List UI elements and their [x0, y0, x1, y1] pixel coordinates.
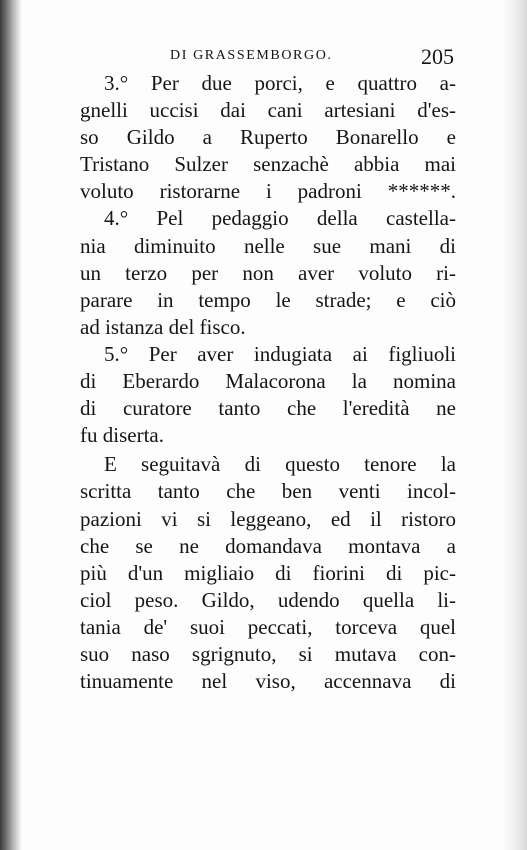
- text-line: nia diminuito nelle sue mani di: [80, 233, 456, 258]
- text-line: E seguitavà di questo tenore la: [104, 452, 456, 477]
- page-edge: [503, 0, 527, 850]
- text-line: 4.° Pel pedaggio della castella-: [104, 206, 456, 231]
- binding-edge: [0, 0, 22, 850]
- text-line: un terzo per non aver voluto ri-: [80, 260, 456, 285]
- text-line: pazioni vi si leggeano, ed il ristoro: [80, 506, 456, 531]
- page-number: 205: [421, 44, 454, 69]
- text-line: parare in tempo le strade; e ciò: [80, 287, 456, 312]
- text-line: più d'un migliaio di fiorini di pic-: [80, 560, 456, 585]
- text-line: gnelli uccisi dai cani artesiani d'es-: [80, 98, 456, 123]
- text-line: di Eberardo Malacorona la nomina: [80, 369, 456, 394]
- text-line: scritta tanto che ben venti incol-: [80, 479, 456, 504]
- text-line: fu diserta.: [80, 423, 164, 448]
- text-line: 5.° Per aver indugiata ai figliuoli: [104, 341, 456, 366]
- text-line: tinuamente nel viso, accennava di: [80, 669, 456, 694]
- text-line: so Gildo a Ruperto Bonarello e: [80, 125, 456, 150]
- text-line: ad istanza del fisco.: [80, 314, 246, 339]
- paragraph-item-5: [80, 341, 456, 449]
- text-line: di curatore tanto che l'eredità ne: [80, 396, 456, 421]
- text-line: tania de' suoi peccati, torceva quel: [80, 614, 456, 639]
- body-text: [80, 70, 456, 695]
- paragraph-item-4: [80, 205, 456, 340]
- page-header: [170, 44, 460, 72]
- text-line: che se ne domandava montava a: [80, 533, 456, 558]
- running-head: DI GRASSEMBORGO.: [170, 48, 333, 63]
- text-line: ciol peso. Gildo, udendo quella li-: [80, 587, 456, 612]
- text-line: suo naso sgrignuto, si mutava con-: [80, 641, 456, 666]
- text-line: voluto ristorarne i padroni ******.: [80, 179, 456, 204]
- text-line: 3.° Per due porci, e quattro a-: [104, 71, 456, 95]
- paragraph-item-3: [80, 70, 456, 205]
- text-line: Tristano Sulzer senzachè abbia mai: [80, 152, 456, 177]
- paragraph-narrative: [80, 451, 456, 695]
